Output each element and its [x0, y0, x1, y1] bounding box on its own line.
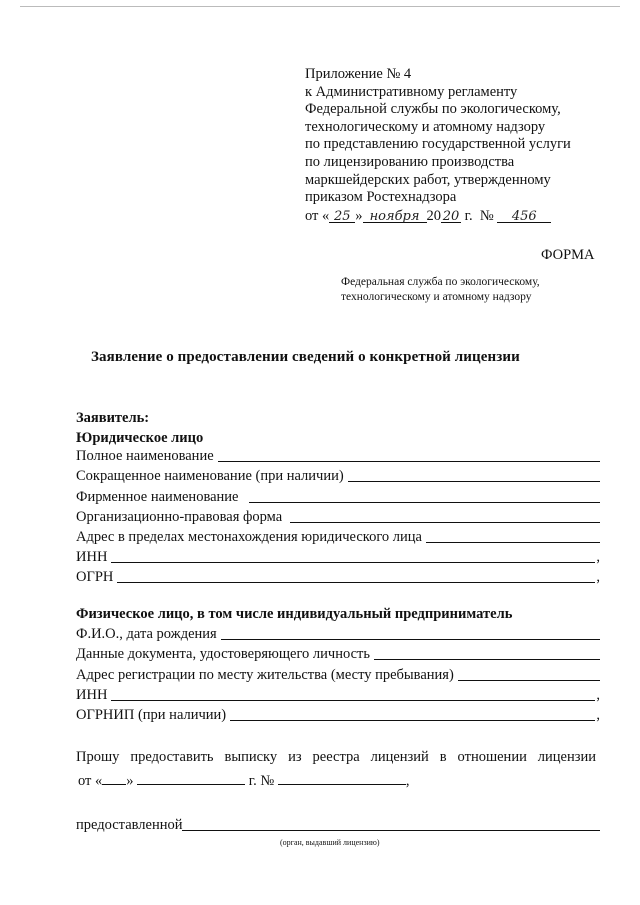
request-license-line — [78, 770, 409, 790]
individual-heading: Физическое лицо, в том числе индивидуальный предприниматель — [76, 606, 513, 622]
applicant-heading: Заявитель: — [76, 410, 150, 426]
license-date-field[interactable] — [137, 770, 245, 785]
provided-caption: (орган, выдавший лицензию) — [280, 838, 380, 847]
field-label: предоставленной — [76, 817, 183, 833]
field-fio-birthdate — [76, 625, 600, 643]
appendix-line: Федеральной службы по экологическому, — [305, 101, 561, 118]
order-number-handwritten: 456 — [511, 208, 537, 224]
fill-line[interactable] — [111, 700, 595, 701]
scan-top-edge — [20, 6, 620, 7]
comma: , — [405, 773, 410, 789]
fill-line[interactable] — [426, 542, 600, 543]
field-label: ИНН — [76, 549, 108, 565]
field-label: ОГРН — [76, 569, 114, 585]
appendix-line: к Административному регламенту — [305, 83, 518, 100]
fill-line[interactable] — [249, 502, 601, 503]
license-day-field[interactable] — [102, 770, 126, 785]
fill-line[interactable] — [458, 680, 600, 681]
field-label: Сокращенное наименование (при наличии) — [76, 468, 344, 484]
field-label: Ф.И.О., дата рождения — [76, 626, 217, 642]
federal-service-line: Федеральная служба по экологическому, — [341, 276, 540, 288]
request-text: Прошу предоставить выписку из реестра лицензий в отношении лицензии — [76, 749, 596, 765]
field-identity-document — [76, 645, 600, 663]
order-month-field — [363, 208, 427, 223]
order-year-handwritten: 20 — [442, 208, 460, 224]
appendix-block — [305, 66, 571, 225]
order-day-field — [329, 208, 355, 223]
appendix-line: по лицензированию производства — [305, 153, 515, 170]
request-from-close: » — [126, 773, 134, 789]
order-year-field — [441, 208, 461, 223]
appendix-line: по представлению государственной услуги — [305, 136, 571, 153]
field-legal-form — [76, 508, 600, 526]
license-number-field[interactable] — [278, 770, 406, 785]
fill-line[interactable] — [374, 659, 600, 660]
appendix-line: приказом Ростехнадзора — [305, 189, 457, 206]
order-line — [305, 208, 571, 226]
field-label: Адрес регистрации по месту жительства (месту пребывания) — [76, 667, 454, 683]
field-legal-address — [76, 528, 600, 546]
order-from: от « — [305, 207, 330, 224]
order-month-handwritten: ноября — [369, 208, 420, 224]
fill-line[interactable] — [230, 720, 595, 721]
field-brand-name — [76, 488, 600, 506]
field-individual-inn — [76, 686, 600, 704]
field-label: ОГРНИП (при наличии) — [76, 707, 227, 723]
field-ogrn — [76, 568, 600, 586]
fill-line[interactable] — [111, 562, 595, 563]
field-label: Адрес в пределах местонахождения юридического лица — [76, 529, 422, 545]
order-day-handwritten: 25 — [334, 208, 351, 224]
request-year-number-label: г. № — [248, 773, 275, 789]
order-year-label: г. — [464, 207, 473, 224]
field-label: Данные документа, удостоверяющего личность — [76, 646, 370, 662]
order-year-prefix: 20 — [426, 207, 442, 224]
fill-line[interactable] — [348, 481, 600, 482]
form-label: ФОРМА — [541, 247, 595, 263]
legal-entity-heading: Юридическое лицо — [76, 430, 204, 446]
fill-line[interactable] — [182, 830, 600, 831]
federal-service-block — [341, 275, 540, 305]
order-close-quote: » — [355, 207, 363, 224]
field-label: Полное наименование — [76, 448, 214, 464]
document-title: Заявление о предоставлении сведений о конкретной лицензии — [91, 349, 520, 365]
comma: , — [596, 707, 600, 723]
field-ogrnip — [76, 706, 600, 724]
appendix-line: Приложение № 4 — [305, 66, 412, 82]
field-short-name — [76, 467, 600, 485]
comma: , — [596, 687, 600, 703]
federal-service-line: технологическому и атомному надзору — [341, 291, 532, 303]
order-number-field — [497, 208, 551, 223]
fill-line[interactable] — [290, 522, 600, 523]
comma: , — [596, 569, 600, 585]
request-from-open: от « — [78, 773, 103, 789]
appendix-line: маркшейдерских работ, утвержденному — [305, 171, 551, 188]
fill-line[interactable] — [117, 582, 595, 583]
field-registration-address — [76, 666, 600, 684]
fill-line[interactable] — [218, 461, 600, 462]
order-number-label: № — [479, 207, 494, 224]
field-label: ИНН — [76, 687, 108, 703]
field-full-name — [76, 447, 600, 465]
field-inn — [76, 548, 600, 566]
field-label: Фирменное наименование — [76, 489, 239, 505]
appendix-line: технологическому и атомному надзору — [305, 118, 546, 135]
field-label: Организационно-правовая форма — [76, 509, 283, 525]
comma: , — [596, 549, 600, 565]
field-provided-by — [76, 816, 600, 834]
fill-line[interactable] — [221, 639, 600, 640]
